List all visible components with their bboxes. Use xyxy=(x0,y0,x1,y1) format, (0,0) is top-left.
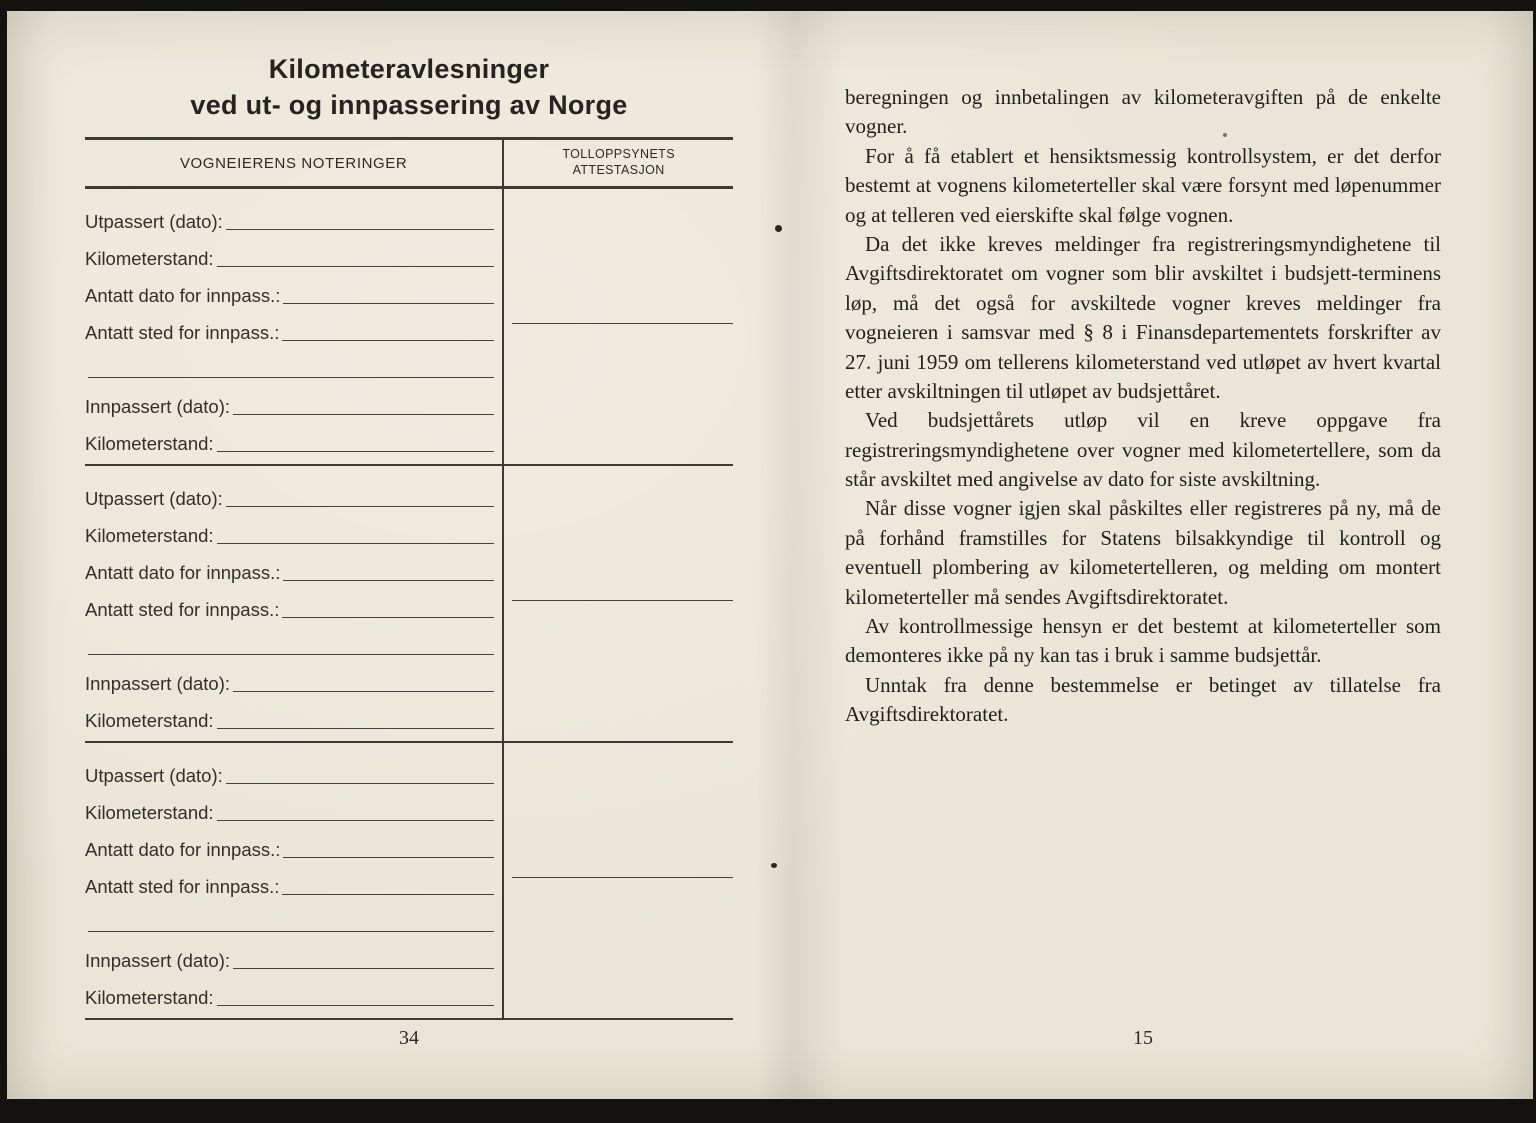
paragraph: Unntak fra denne bestemmelse er betinget av tillatelse fra Avgiftsdirektoratet. xyxy=(845,672,1441,727)
form-block-fields xyxy=(85,189,502,464)
fill-in-line xyxy=(217,728,495,729)
form-field-row xyxy=(85,549,494,586)
title-line-1: Kilometeravlesninger xyxy=(268,54,550,84)
paragraph: Ved budsjettårets utløp vil en kreve oppgave fra registreringsmyndighetene over vogner med kilometertellere, som da står avskiltet med angivelse av dato for siste avskiltning. xyxy=(845,408,1441,492)
fill-in-line xyxy=(217,543,495,544)
form-field-row xyxy=(85,623,494,660)
form-field-row xyxy=(85,346,494,383)
scan-speck xyxy=(771,863,777,868)
form-field-row xyxy=(85,789,494,826)
form-field-label: Innpassert (dato): xyxy=(85,396,230,417)
fill-in-line xyxy=(283,303,494,304)
scan-edge-top xyxy=(0,0,1536,11)
paragraph: Av kontrollmessige hensyn er det bestemt at kilometerteller som demonteres ikke på ny kan tas i bruk i samme budsjettår. xyxy=(845,614,1441,668)
form-field-label: Kilometerstand: xyxy=(85,525,214,546)
form-field-label: Antatt sted for innpass.: xyxy=(85,876,280,897)
scan-edge-left xyxy=(0,0,7,1123)
form-field-label: Antatt sted for innpass.: xyxy=(85,599,280,620)
attestation-cell xyxy=(502,189,733,464)
paragraph: Når disse vogner igjen skal påskiltes eller registreres på ny, må de på forhånd framstilles for Statens bilsakkyndige til kontroll og eventuell plombering av kilometertelleren, og melding om montert kilometerteller må sendes Avgiftsdirektoratet. xyxy=(845,496,1441,609)
fill-in-line xyxy=(283,580,494,581)
form-field-label: Antatt sted for innpass.: xyxy=(85,322,280,343)
fill-in-line xyxy=(226,783,495,784)
form-field-label: Kilometerstand: xyxy=(85,433,214,454)
form-field-label: Innpassert (dato): xyxy=(85,673,230,694)
form-field-label: Kilometerstand: xyxy=(85,248,214,269)
attestation-line xyxy=(512,600,733,601)
paper xyxy=(7,11,1533,1099)
form-block xyxy=(85,189,733,466)
form-field-row xyxy=(85,235,494,272)
form-field-row xyxy=(85,383,494,420)
paragraph: beregningen og innbetalingen av kilometeravgiften på de enkelte vogner. xyxy=(845,85,1441,139)
page-number-right: 15 xyxy=(1133,1027,1153,1049)
form-field-row xyxy=(85,198,494,235)
fill-in-line xyxy=(233,691,494,692)
col-header-tolloppsynets-line1: TOLLOPPSYNETS xyxy=(562,147,675,162)
attestation-cell xyxy=(502,743,733,1018)
attestation-line xyxy=(512,877,733,878)
fill-in-line xyxy=(226,506,495,507)
form-field-label: Antatt dato for innpass.: xyxy=(85,839,281,860)
body-text xyxy=(845,83,1441,730)
form-field-label: Utpassert (dato): xyxy=(85,211,223,232)
table-header xyxy=(85,137,733,189)
fill-in-line xyxy=(233,968,494,969)
paragraph: For å få etablert et hensiktsmessig kontrollsystem, er det derfor bestemt at vognens kilometerteller skal være forsynt med løpenummer og at telleren ved eierskifte skal følge vognen. xyxy=(845,143,1441,227)
scan-edge-bottom xyxy=(0,1099,1536,1123)
form-field-row xyxy=(85,697,494,734)
form-field-label: Kilometerstand: xyxy=(85,710,214,731)
form-field-row xyxy=(85,900,494,937)
page-title xyxy=(85,52,733,124)
form-field-label: Kilometerstand: xyxy=(85,802,214,823)
form-block-fields xyxy=(85,743,502,1018)
title-line-2: ved ut- og innpassering av Norge xyxy=(190,89,628,120)
form-field-row xyxy=(85,512,494,549)
fill-in-line xyxy=(88,931,494,932)
form-field-label: Antatt dato for innpass.: xyxy=(85,285,281,306)
form-field-row xyxy=(85,475,494,512)
attestation-line xyxy=(512,323,733,324)
fill-in-line xyxy=(88,377,494,378)
form-field-row xyxy=(85,974,494,1011)
paragraph: Da det ikke kreves meldinger fra registreringsmyndighetene til Avgiftsdirektoratet om vogner som blir avskiltet i budsjett-terminens løp, må det også for avskiltede vogner kreves meldinger fra vogneieren i samsvar med § 8 i Finansdepartementets forskrifter av 27. juni 1959 om tellerens kilometerstand ved utløpet av hvert kvartal etter avskiltningen til utløpet av budsjettåret. xyxy=(845,231,1441,403)
scan-speck xyxy=(775,225,782,232)
fill-in-line xyxy=(282,340,494,341)
form-field-label: Innpassert (dato): xyxy=(85,950,230,971)
form-field-label: Kilometerstand: xyxy=(85,987,214,1008)
fill-in-line xyxy=(217,451,495,452)
form-field-label: Antatt dato for innpass.: xyxy=(85,562,281,583)
page-number-left: 34 xyxy=(399,1027,419,1049)
form-field-row xyxy=(85,660,494,697)
form-block xyxy=(85,466,733,743)
fill-in-line xyxy=(88,654,494,655)
fill-in-line xyxy=(217,1005,495,1006)
scan-speck xyxy=(1223,133,1227,137)
form-field-label: Utpassert (dato): xyxy=(85,488,223,509)
fill-in-line xyxy=(283,857,494,858)
form-field-row xyxy=(85,309,494,346)
form-block-fields xyxy=(85,466,502,741)
fill-in-line xyxy=(226,229,495,230)
fill-in-line xyxy=(217,266,495,267)
kilometer-form-table xyxy=(85,137,733,1020)
form-field-row xyxy=(85,937,494,974)
fill-in-line xyxy=(282,894,494,895)
form-field-row xyxy=(85,863,494,900)
col-header-vogneierens: VOGNEIERENS NOTERINGER xyxy=(179,154,408,172)
col-header-tolloppsynets xyxy=(502,140,733,186)
form-field-row xyxy=(85,752,494,789)
fill-in-line xyxy=(282,617,494,618)
form-field-row xyxy=(85,272,494,309)
form-field-row xyxy=(85,586,494,623)
form-block xyxy=(85,743,733,1020)
form-field-label: Utpassert (dato): xyxy=(85,765,223,786)
form-field-row xyxy=(85,826,494,863)
fill-in-line xyxy=(217,820,495,821)
col-header-tolloppsynets-line2: ATTESTASJON xyxy=(572,163,665,177)
form-field-row xyxy=(85,420,494,457)
fill-in-line xyxy=(233,414,494,415)
attestation-cell xyxy=(502,466,733,741)
